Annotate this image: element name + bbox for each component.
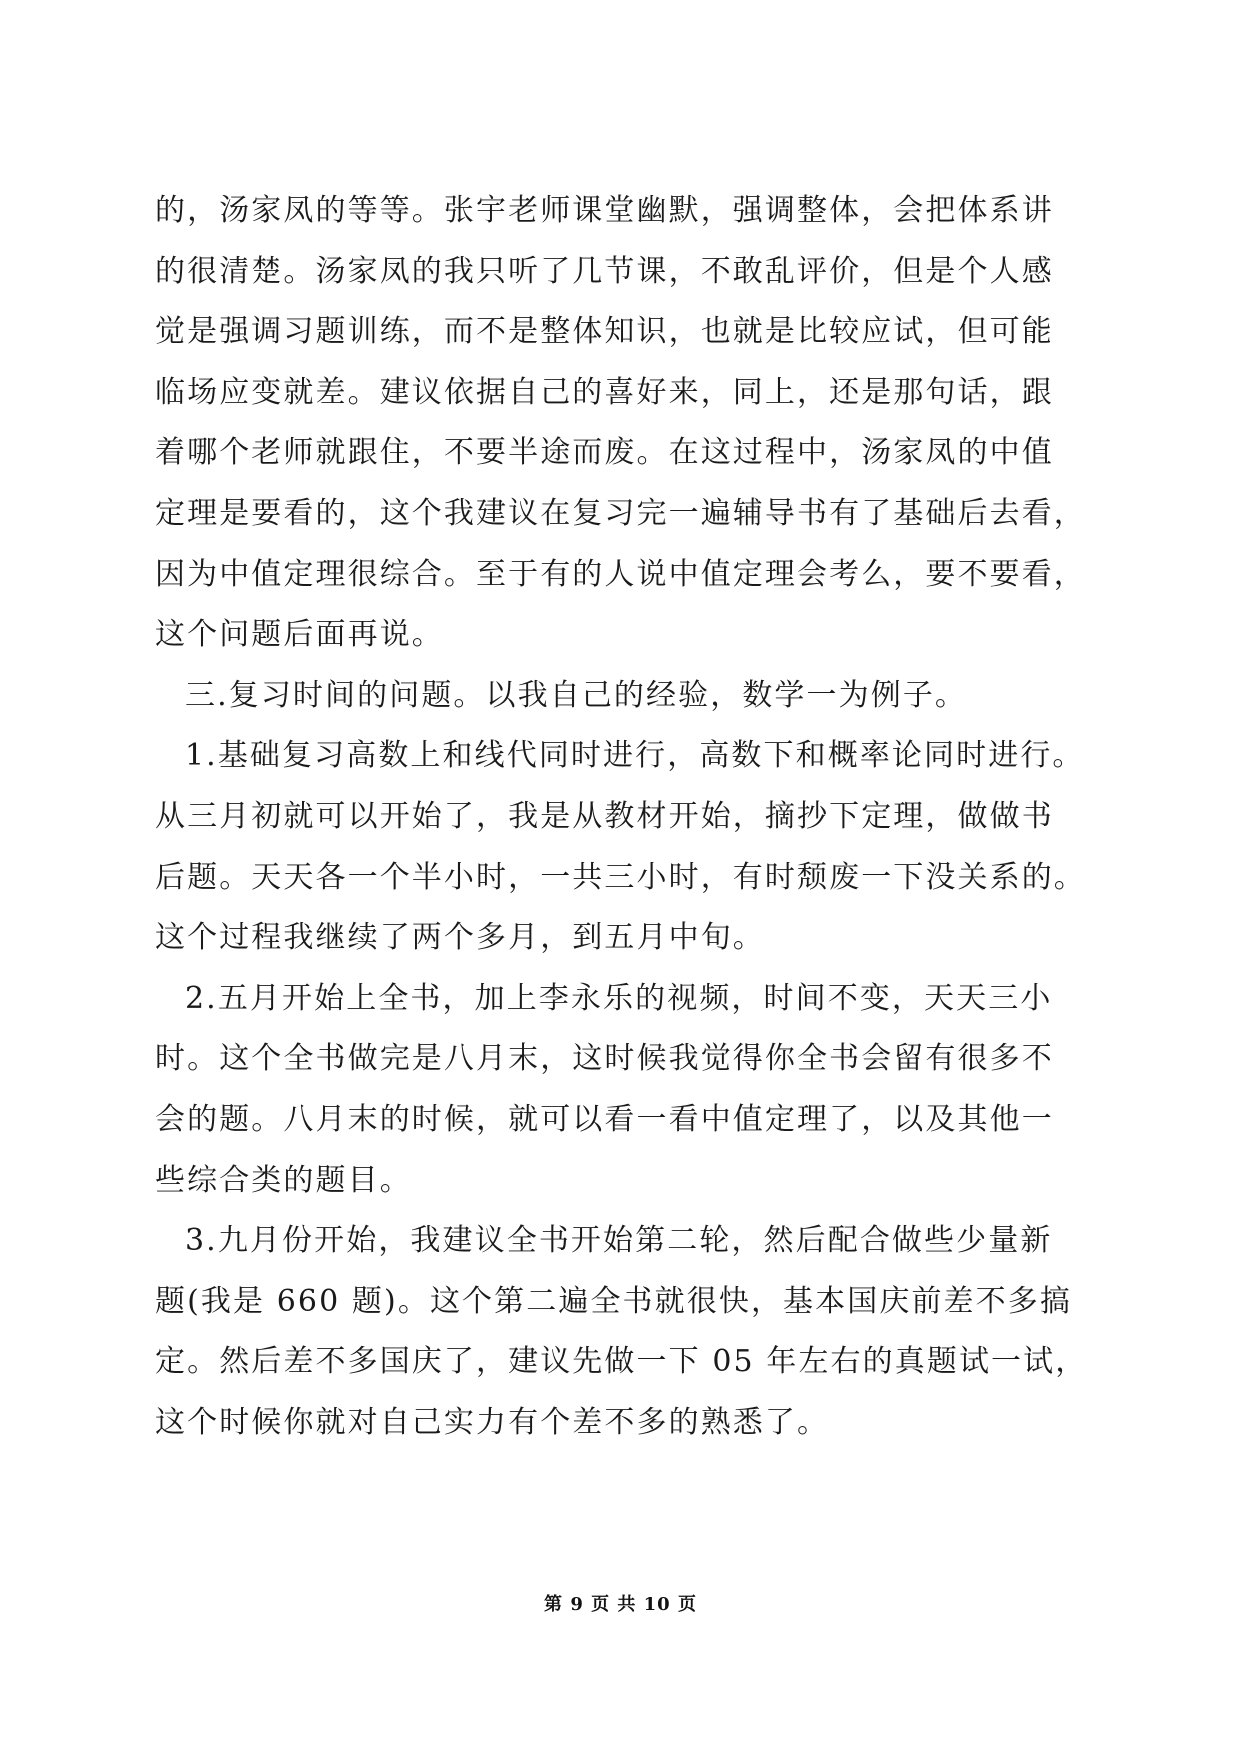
list-item-3-start: 3.九月份开始，我建议全书开始第二轮，然后配合做些少量新	[185, 1223, 1053, 1259]
text-line: 会的题。八月末的时候，就可以看一看中值定理了，以及其他一	[155, 1101, 1054, 1137]
text-line: 的，汤家凤的等等。张宇老师课堂幽默，强调整体，会把体系讲	[155, 193, 1054, 228]
text-line: 后题。天天各一个半小时，一共三小时，有时颓废一下没关系的。	[155, 859, 1086, 895]
text-line: 临场应变就差。建议依据自己的喜好来，同上，还是那句话，跟	[155, 374, 1054, 410]
list-item-2-start: 2.五月开始上全书，加上李永乐的视频，时间不变，天天三小	[185, 980, 1053, 1016]
text-line: 从三月初就可以开始了，我是从教材开始，摘抄下定理，做做书	[155, 798, 1054, 834]
text-line: 着哪个老师就跟住，不要半途而废。在这过程中，汤家凤的中值	[155, 435, 1054, 471]
text-line: 定理是要看的，这个我建议在复习完一遍辅导书有了基础后去看，	[155, 495, 1086, 531]
text-line: 这个问题后面再说。	[155, 617, 444, 653]
text-line: 觉是强调习题训练，而不是整体知识，也就是比较应试，但可能	[155, 314, 1054, 350]
text-line: 这个时候你就对自己实力有个差不多的熟悉了。	[155, 1404, 830, 1440]
text-line: 些综合类的题目。	[155, 1162, 412, 1198]
list-item-1-start: 1.基础复习高数上和线代同时进行，高数下和概率论同时进行。	[185, 738, 1085, 774]
section-heading: 三.复习时间的问题。以我自己的经验，数学一为例子。	[185, 677, 968, 713]
text-line: 题(我是 660 题)。这个第二遍全书就很快，基本国庆前差不多搞	[155, 1283, 1072, 1319]
page-number-footer: 第 9 页 共 10 页	[544, 1594, 697, 1615]
text-line: 因为中值定理很综合。至于有的人说中值定理会考么，要不要看，	[155, 556, 1086, 592]
text-line: 这个过程我继续了两个多月，到五月中旬。	[155, 920, 765, 956]
text-line: 定。然后差不多国庆了，建议先做一下 05 年左右的真题试一试，	[155, 1344, 1088, 1380]
text-line: 的很清楚。汤家凤的我只听了几节课，不敢乱评价，但是个人感	[155, 253, 1054, 289]
text-line: 时。这个全书做完是八月末，这时候我觉得你全书会留有很多不	[155, 1041, 1054, 1077]
body-text	[155, 181, 1105, 1453]
